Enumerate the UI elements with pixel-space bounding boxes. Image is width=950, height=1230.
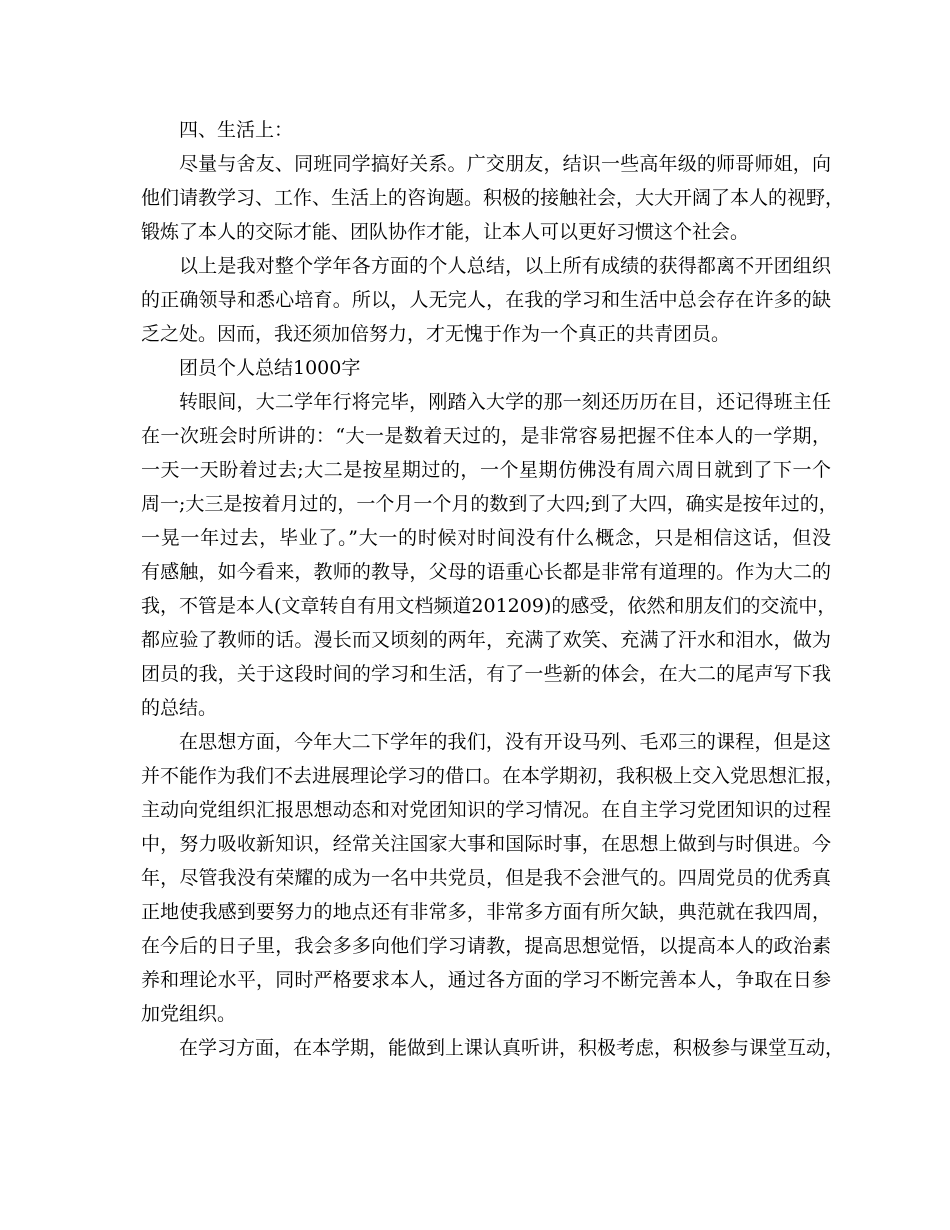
paragraph-line: 有感触，如今看来，教师的教导，父母的语重心长都是非常有道理的。作为大二的 <box>141 561 831 583</box>
paragraph-line: 尽量与舍友、同班同学搞好关系。广交朋友，结识一些高年级的师哥师姐，向 <box>179 153 831 175</box>
paragraph-line: 正地使我感到要努力的地点还有非常多，非常多方面有所欠缺，典范就在我四周， <box>141 901 831 923</box>
paragraph-line: 都应验了教师的话。漫长而又顷刻的两年，充满了欢笑、充满了汗水和泪水，做为 <box>141 629 831 651</box>
paragraph-line: 我，不管是本人(文章转自有用文档频道201209)的感受，依然和朋友们的交流中， <box>141 595 837 617</box>
paragraph-line: 一晃一年过去，毕业了。”大一的时候对时间没有什么概念，只是相信这话，但没 <box>141 527 831 549</box>
paragraph-line: 养和理论水平，同时严格要求本人，通过各方面的学习不断完善本人，争取在日参 <box>141 969 831 991</box>
paragraph-line: 以上是我对整个学年各方面的个人总结，以上所有成绩的获得都离不开团组织 <box>179 255 831 277</box>
paragraph-line: 在学习方面，在本学期，能做到上课认真听讲，积极考虑，积极参与课堂互动， <box>179 1037 845 1059</box>
paragraph-line: 乏之处。因而，我还须加倍努力，才无愧于作为一个真正的共青团员。 <box>141 323 731 345</box>
paragraph-line: 的正确领导和悉心培育。所以，人无完人，在我的学习和生活中总会存在许多的缺 <box>141 289 831 311</box>
section-heading-life: 四、生活上： <box>179 119 294 141</box>
paragraph-line: 中，努力吸收新知识，经常关注国家大事和国际时事，在思想上做到与时俱进。今 <box>141 833 831 855</box>
paragraph-line: 主动向党组织汇报思想动态和对党团知识的学习情况。在自主学习党团知识的过程 <box>141 799 831 821</box>
paragraph-line: 团员的我，关于这段时间的学习和生活，有了一些新的体会，在大二的尾声写下我 <box>141 663 831 685</box>
paragraph-line: 转眼间，大二学年行将完毕，刚踏入大学的那一刻还历历在目，还记得班主任 <box>179 391 831 413</box>
paragraph-line: 并不能作为我们不去进展理论学习的借口。在本学期初，我积极上交入党思想汇报， <box>141 765 845 787</box>
paragraph-line: 年，尽管我没有荣耀的成为一名中共党员，但是我不会泄气的。四周党员的优秀真 <box>141 867 831 889</box>
paragraph-line: 他们请教学习、工作、生活上的咨询题。积极的接触社会，大大开阔了本人的视野， <box>141 187 845 209</box>
paragraph-line: 锻炼了本人的交际才能、团队协作才能，让本人可以更好习惯这个社会。 <box>141 221 750 243</box>
paragraph-line: 周一;大三是按着月过的，一个月一个月的数到了大四;到了大四，确实是按年过的， <box>141 493 838 515</box>
paragraph-line: 在一次班会时所讲的：“大一是数着天过的，是非常容易把握不住本人的一学期， <box>141 425 831 447</box>
paragraph-line: 在今后的日子里，我会多多向他们学习请教，提高思想觉悟，以提高本人的政治素 <box>141 935 831 957</box>
paragraph-line: 加党组织。 <box>141 1003 237 1025</box>
paragraph-line: 在思想方面，今年大二下学年的我们，没有开设马列、毛邓三的课程，但是这 <box>179 731 831 753</box>
paragraph-line: 的总结。 <box>141 697 218 719</box>
section-heading-summary: 团员个人总结1000字 <box>179 357 361 379</box>
paragraph-line: 一天一天盼着过去;大二是按星期过的，一个星期仿佛没有周六周日就到了下一个 <box>141 459 831 481</box>
